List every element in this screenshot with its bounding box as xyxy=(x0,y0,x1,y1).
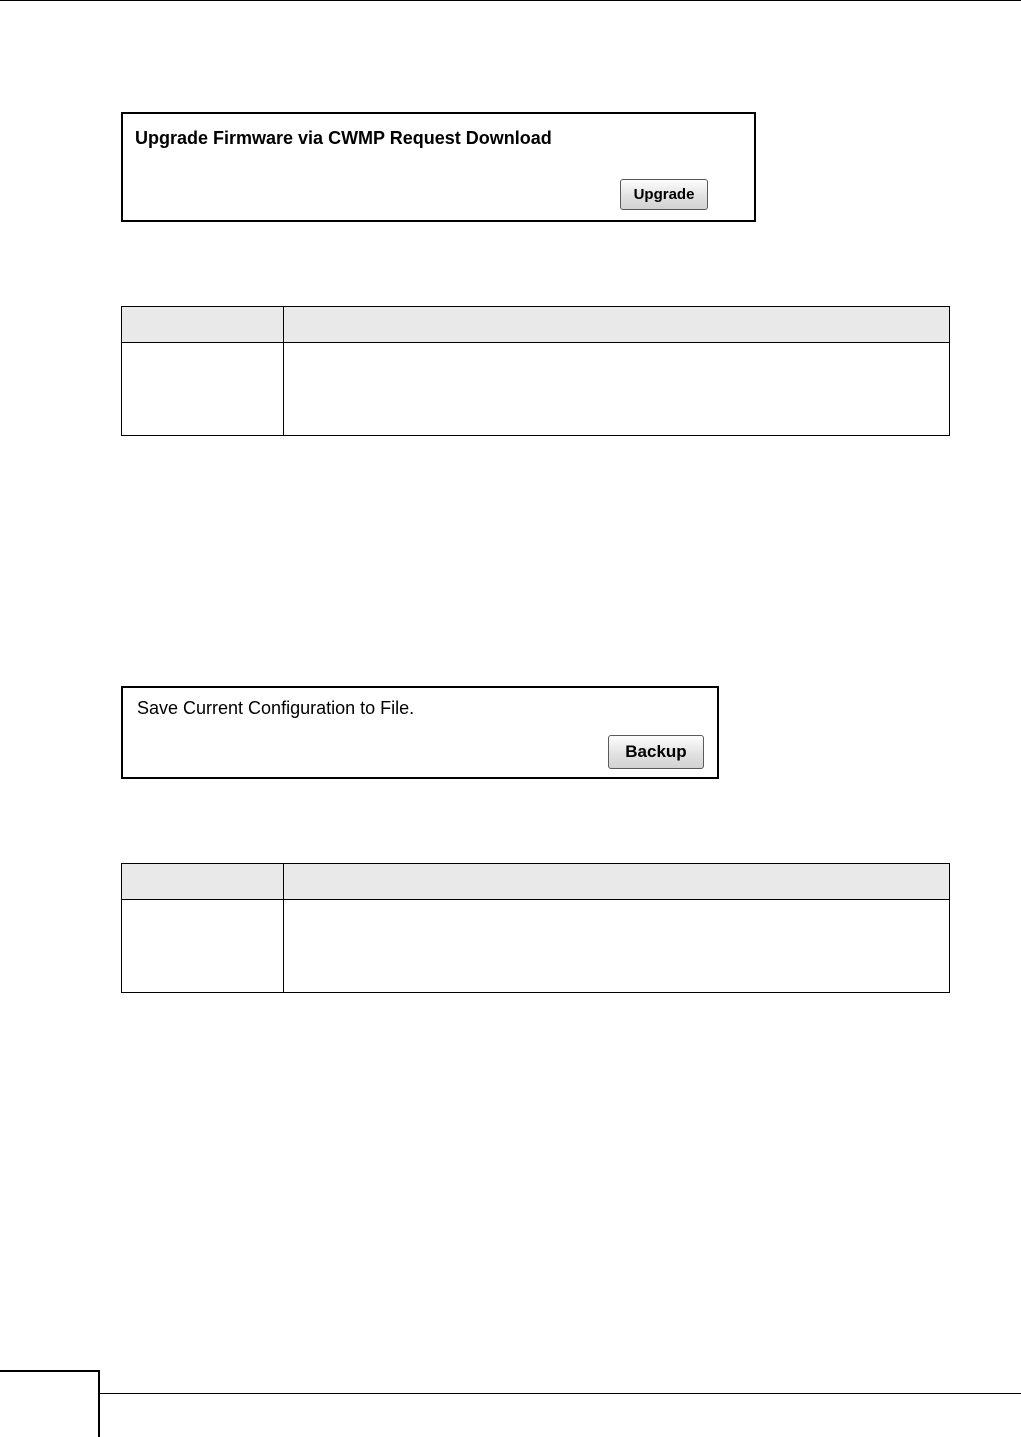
upgrade-firmware-panel xyxy=(121,112,756,222)
table-row xyxy=(122,343,950,436)
backup-configuration-title: Save Current Configuration to File. xyxy=(137,698,415,718)
upgrade-firmware-field-table xyxy=(121,306,950,436)
table-header-row xyxy=(122,864,950,900)
upgrade-firmware-title: Upgrade Firmware via CWMP Request Download xyxy=(135,128,552,148)
footer-rule xyxy=(100,1393,1021,1394)
backup-configuration-panel xyxy=(121,686,719,779)
page-number-box xyxy=(0,1370,100,1437)
header-rule xyxy=(0,0,1021,1)
backup-configuration-field-table xyxy=(121,863,950,993)
table-header-cell xyxy=(122,864,284,900)
table-cell xyxy=(284,343,950,436)
table-header-cell xyxy=(122,307,284,343)
table-cell xyxy=(122,900,284,993)
table-header-cell xyxy=(284,864,950,900)
table-cell xyxy=(122,343,284,436)
table-header-cell xyxy=(284,307,950,343)
table-header-row xyxy=(122,307,950,343)
upgrade-button[interactable]: Upgrade xyxy=(620,179,708,210)
table-cell xyxy=(284,900,950,993)
backup-button[interactable]: Backup xyxy=(608,735,704,769)
table-row xyxy=(122,900,950,993)
